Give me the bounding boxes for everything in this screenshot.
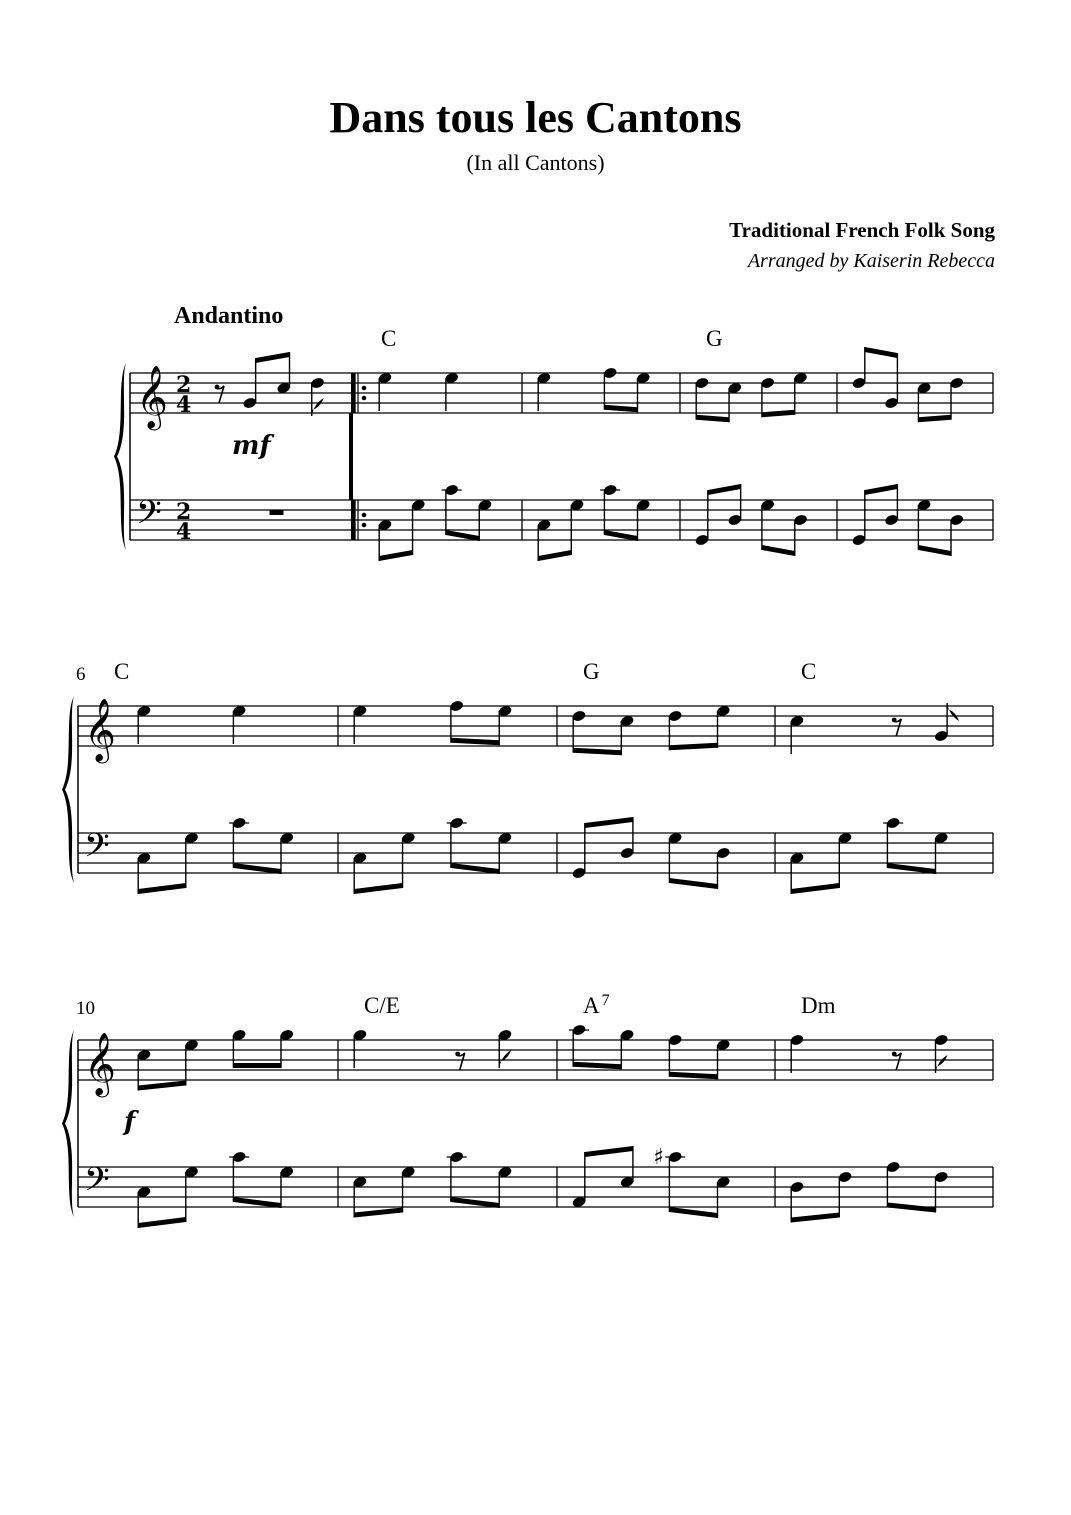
note-beam [762, 410, 795, 418]
note-beam [708, 484, 741, 495]
note-beam [138, 1081, 186, 1091]
repeat-dot [362, 396, 367, 401]
note-beam [604, 405, 637, 413]
note-beam [138, 1217, 186, 1228]
note-beam [451, 863, 499, 874]
note-beam [233, 1063, 281, 1068]
note-beam [538, 550, 571, 561]
note-beam [887, 1203, 935, 1213]
note-beam [669, 1207, 717, 1218]
chord-symbol-root: Dm [801, 993, 836, 1018]
note-beam [233, 1197, 281, 1208]
chord-symbol [801, 993, 836, 1018]
note-beam [696, 415, 729, 423]
repeat-thick-bar [351, 373, 355, 413]
sharp-accidental: ♯ [653, 1145, 664, 1170]
chord-symbol [583, 659, 600, 684]
note-beam [791, 1213, 839, 1223]
system-2 [62, 659, 993, 894]
note-flag [499, 1050, 511, 1068]
note-beam [446, 530, 479, 541]
measure-rest [270, 510, 284, 515]
chord-symbol-extension: 7 [601, 992, 610, 1009]
note-beam [604, 530, 637, 541]
grand-staff-brace [62, 1030, 74, 1217]
repeat-dot [362, 513, 367, 518]
repeat-dot [362, 386, 367, 391]
chord-symbol-root: C/E [364, 993, 400, 1018]
dynamic-mf: mf [232, 431, 271, 461]
note-beam [669, 1072, 717, 1080]
score-subtitle: (In all Cantons) [466, 150, 605, 175]
treble-clef: 𝄞 [84, 698, 116, 761]
chord-symbol-root: A [583, 993, 600, 1018]
chord-symbol-root: C [801, 659, 817, 684]
note-beam [918, 545, 951, 556]
time-signature-top: 2 [176, 372, 192, 398]
bass-clef: 𝄢 [136, 494, 162, 540]
system-3 [62, 992, 993, 1228]
note-beam [573, 748, 621, 756]
score-title: Dans tous les Cantons [329, 93, 742, 142]
note-beam [887, 863, 935, 874]
note-beam [585, 1146, 633, 1157]
note-beam [379, 550, 412, 561]
note-beam [585, 817, 633, 828]
note-beam [669, 878, 717, 889]
note-beam [865, 347, 898, 358]
repeat-thick-bar [351, 500, 355, 540]
note-beam [669, 743, 717, 751]
grand-staff-brace [62, 696, 74, 883]
note-beam [451, 738, 499, 746]
dynamic-f: f [124, 1107, 136, 1137]
note-beam [865, 484, 898, 495]
tempo-marking: Andantino [174, 303, 284, 329]
eighth-rest-dot [455, 1052, 460, 1057]
note-beam [791, 883, 839, 894]
note-beam [762, 545, 795, 556]
treble-clef: 𝄞 [84, 1032, 116, 1095]
time-signature-bottom: 4 [176, 519, 192, 545]
composer-credit: Traditional French Folk Song [729, 218, 995, 242]
bass-clef: 𝄢 [84, 827, 110, 873]
chord-symbol [583, 992, 610, 1018]
chord-symbol-root: C [114, 659, 130, 684]
note-beam [138, 883, 186, 894]
note-beam [918, 415, 951, 423]
note-beam [451, 1197, 499, 1208]
eighth-rest-dot [892, 718, 897, 723]
time-signature-top: 2 [176, 499, 192, 525]
repeat-dot [362, 523, 367, 528]
chord-symbol-root: C [381, 326, 397, 351]
note-beam [354, 1208, 402, 1218]
chord-symbol [114, 659, 129, 684]
arranger-credit: Arranged by Kaiserin Rebecca [747, 250, 995, 272]
time-signature-bottom: 4 [176, 392, 192, 418]
eighth-rest-dot [215, 385, 220, 390]
bass-clef: 𝄢 [84, 1161, 110, 1207]
eighth-rest-dot [892, 1052, 897, 1057]
chord-symbol [706, 326, 723, 351]
treble-clef: 𝄞 [136, 365, 168, 428]
note-beam [256, 352, 290, 363]
chord-symbol [381, 326, 396, 351]
chord-symbol [801, 659, 816, 684]
measure-number: 10 [76, 998, 95, 1019]
note-beam [573, 1062, 621, 1070]
note-beam [354, 883, 402, 894]
grand-staff-brace [114, 363, 126, 550]
measure-number: 6 [76, 664, 86, 685]
chord-symbol-root: G [706, 326, 723, 351]
note-beam [233, 863, 281, 874]
chord-symbol-root: G [583, 659, 600, 684]
chord-symbol [364, 993, 400, 1018]
